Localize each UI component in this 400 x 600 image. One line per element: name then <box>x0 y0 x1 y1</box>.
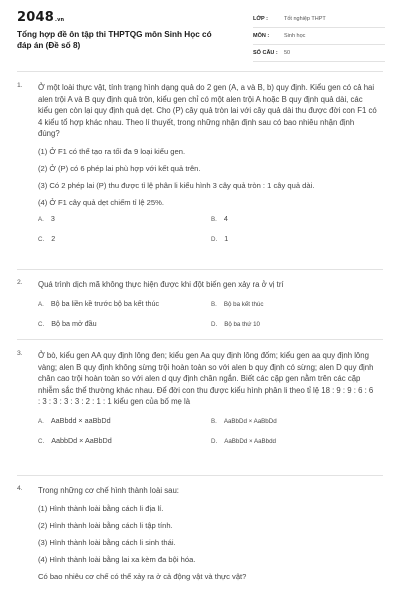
option-a[interactable] <box>38 214 55 223</box>
site-logo[interactable] <box>17 10 64 25</box>
option-text: AaBbdd × aaBbDd <box>50 415 111 425</box>
option-d[interactable] <box>211 319 260 328</box>
statement: (3) Có 2 phép lai (P) thu được tỉ lệ phân li kiểu hình 3 cây quả tròn : 1 cây quả dài. <box>38 180 315 190</box>
document-title: Tổng hợp đề ôn tập thi THPTQG môn Sinh Học có đáp án (Đề số 8) <box>17 30 212 50</box>
meta-value: Tốt nghiệp THPT <box>284 16 326 22</box>
question-text: Ở một loài thực vật, tính trạng hình dạng quả do 2 gen (A, a và B, b) quy định. Kiểu gen có cả hai alen trội A và B quy định quả tròn, kiểu gen chỉ có một alen trội A hoặc B quy định quả dài, các kiểu gen còn lại quy định quả dẹt. Cho (P) cây quả tròn lai với cây quả dài thu được đời con F1 có 4 kiểu tổ hợp khác nhau. Theo lí thuyết, trong những nhận định sau có bao nhiêu nhận định đúng? <box>38 83 377 139</box>
question-text: Trong những cơ chế hình thành loài sau: <box>38 486 179 495</box>
option-c[interactable] <box>38 436 112 445</box>
meta-label: MÔN : <box>253 33 270 39</box>
option-text: Bộ ba kết thúc <box>223 300 264 308</box>
option-text: 3 <box>50 213 55 223</box>
exam-meta <box>253 14 385 65</box>
question-divider <box>17 339 383 340</box>
option-letter: B. <box>211 300 217 308</box>
meta-value: Sinh học <box>284 33 306 39</box>
question-1 <box>17 82 377 244</box>
question-divider <box>17 269 383 270</box>
option-letter: C. <box>38 437 45 445</box>
option-text: AaBbDd × AaBbDd <box>223 417 277 425</box>
statement: (2) Hình thành loài bằng cách li tập tính. <box>38 520 173 530</box>
option-text: Bộ ba thứ 10 <box>224 320 260 328</box>
option-b[interactable] <box>211 214 228 223</box>
option-letter: A. <box>38 215 44 223</box>
option-text: Bộ ba mở đầu <box>51 318 97 328</box>
meta-label: LỚP : <box>253 16 268 22</box>
statement: (1) Hình thành loài bằng cách li địa lí. <box>38 503 164 513</box>
option-a[interactable] <box>38 299 159 308</box>
document-header <box>0 0 400 72</box>
option-d[interactable] <box>211 436 276 445</box>
meta-subject <box>253 31 385 45</box>
option-letter: D. <box>211 235 218 243</box>
option-text: AabbDd × AaBbDd <box>51 435 112 445</box>
option-d[interactable] <box>211 234 228 243</box>
header-divider <box>17 71 383 72</box>
option-text: 1 <box>224 233 229 243</box>
option-letter: B. <box>211 215 217 223</box>
question-number: 4. <box>17 485 23 492</box>
meta-class <box>253 14 385 28</box>
answer-options <box>38 299 377 329</box>
statement: (4) Ở F1 cây quả dẹt chiếm tỉ lệ 25%. <box>38 197 164 207</box>
option-letter: C. <box>38 235 45 243</box>
answer-options <box>38 416 377 446</box>
option-c[interactable] <box>38 319 97 328</box>
option-letter: B. <box>211 417 217 425</box>
meta-value: 50 <box>284 50 291 56</box>
option-letter: D. <box>211 320 218 328</box>
logo-suffix: .vn <box>54 17 65 23</box>
option-a[interactable] <box>38 416 111 425</box>
meta-question-count <box>253 48 385 62</box>
option-letter: C. <box>38 320 45 328</box>
answer-options <box>38 214 377 244</box>
option-b[interactable] <box>211 416 277 425</box>
question-number: 2. <box>17 279 23 286</box>
question-2 <box>17 279 377 329</box>
question-text: Ở bò, kiểu gen AA quy định lông đen; kiểu gen Aa quy định lông đốm; kiểu gen aa quy định lông vàng; alen B quy định không sừng trội hoàn toàn so với alen b quy định có sừng; alen D quy định chân cao trội hoàn toàn so với alen d quy định chân ngắn. Biết các cặp gen nằm trên các cặp nhiễm sắc thể thường khác nhau. Để đời con thu được kiểu hình phân li theo tỉ lệ 18 : 9 : 9 : 6 : 6 : 3 : 3 : 3 : 3 : 2 : 1 : 1 kiểu gen của bố mẹ là <box>38 351 374 407</box>
question-number: 1. <box>17 82 23 89</box>
question-text: Quá trình dịch mã không thực hiện được khi đột biến gen xảy ra ở vị trí <box>38 280 284 289</box>
meta-label: SỐ CÂU : <box>253 50 278 56</box>
logo-text: 2048 <box>17 10 54 25</box>
option-c[interactable] <box>38 234 55 243</box>
question-3 <box>17 350 377 446</box>
question-4 <box>17 485 377 582</box>
option-text: AaBbDd × AaBbdd <box>224 437 276 445</box>
question-number: 3. <box>17 350 23 357</box>
question-divider <box>17 475 383 476</box>
statement: (1) Ở F1 có thể tạo ra tối đa 9 loại kiểu gen. <box>38 146 186 156</box>
option-letter: D. <box>211 437 218 445</box>
option-text: 2 <box>51 233 56 243</box>
statement: (4) Hình thành loài bằng lai xa kèm đa bội hóa. <box>38 554 196 564</box>
option-text: Bộ ba liền kề trước bộ ba kết thúc <box>50 298 160 308</box>
question-prompt: Có bao nhiêu cơ chế có thể xảy ra ở cả động vật và thực vật? <box>38 571 247 581</box>
option-b[interactable] <box>211 299 263 308</box>
option-letter: A. <box>38 417 44 425</box>
statement: (3) Hình thành loài bằng cách li sinh thái. <box>38 537 176 547</box>
statement: (2) Ở (P) có 6 phép lai phù hợp với kết quả trên. <box>38 163 201 173</box>
option-text: 4 <box>223 213 228 223</box>
option-letter: A. <box>38 300 44 308</box>
